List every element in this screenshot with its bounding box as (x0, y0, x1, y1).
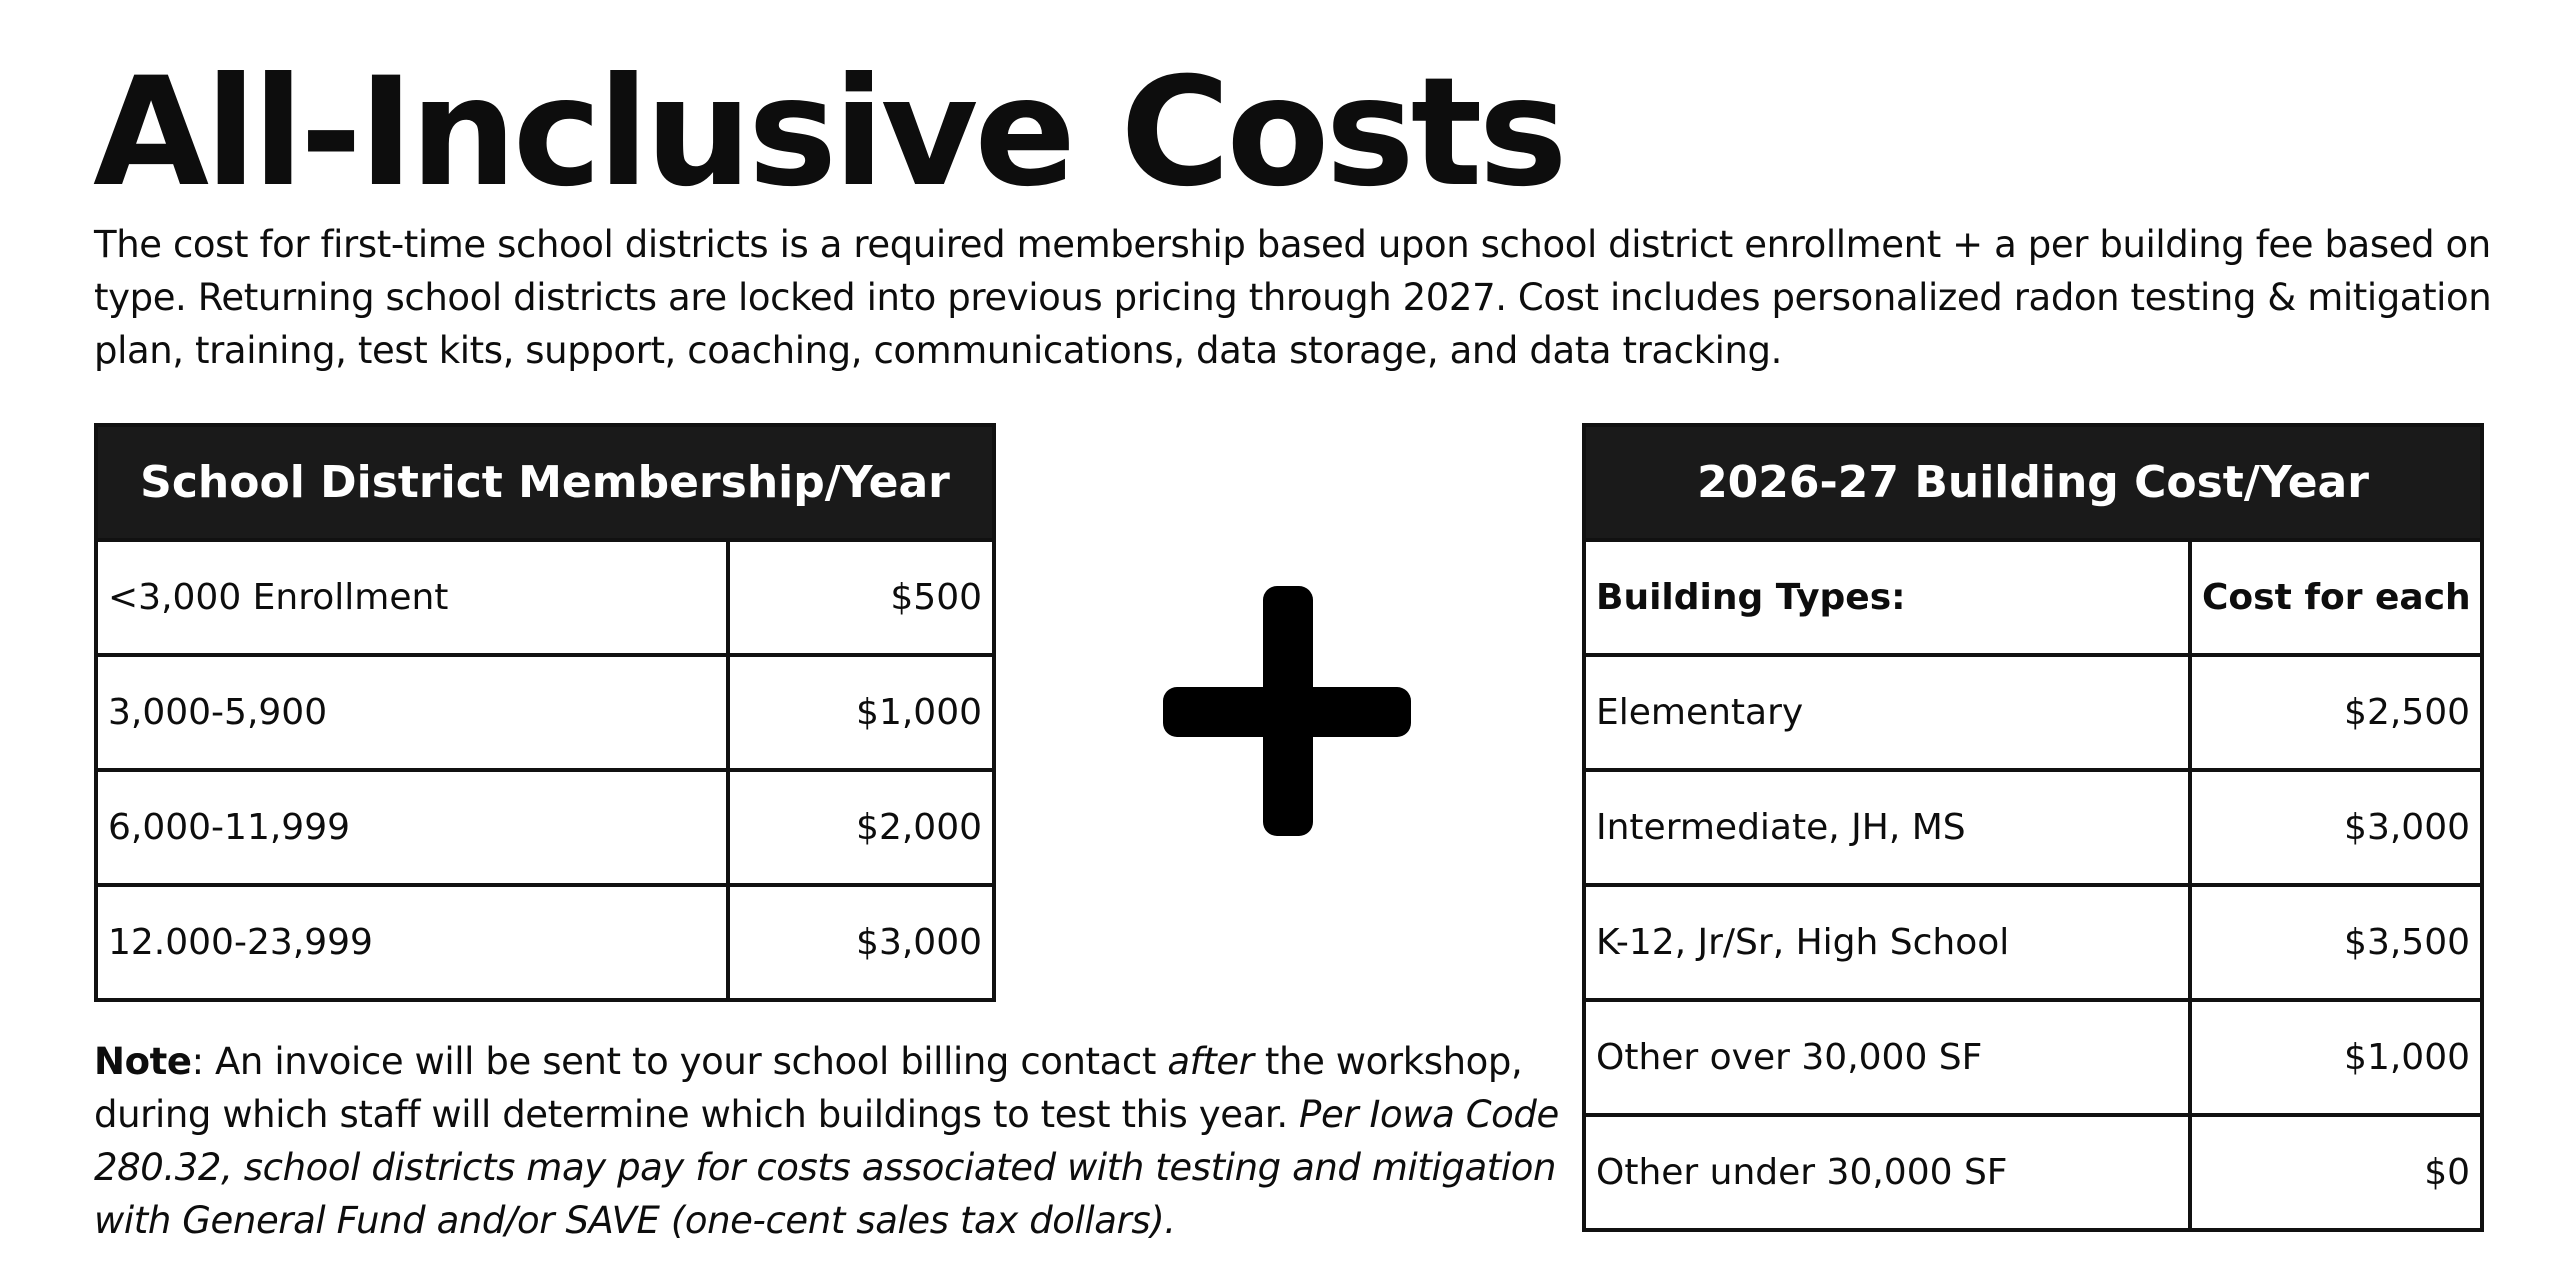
building-cost: $1,000 (2190, 1000, 2482, 1115)
building-cost: $3,500 (2190, 885, 2482, 1000)
building-cost: $0 (2190, 1115, 2482, 1230)
table-row (1584, 885, 2482, 1000)
building-type: Other over 30,000 SF (1584, 1000, 2190, 1115)
note-paragraph (94, 1035, 1564, 1247)
membership-cost: $2,000 (728, 770, 994, 885)
plus-icon (1163, 586, 1411, 836)
membership-cost: $3,000 (728, 885, 994, 1000)
building-cost: $2,500 (2190, 655, 2482, 770)
table-row (1584, 655, 2482, 770)
enrollment-range: 3,000-5,900 (96, 655, 728, 770)
iowa-code-note: Per Iowa Code 280.32, school districts may pay for costs associated with testing and mitigation with General Fund and/or SAVE (one-cent sales tax dollars). (94, 1093, 1559, 1242)
building-types-column-header: Building Types: (1584, 540, 2190, 655)
table-row (96, 770, 994, 885)
column-header-row (1584, 540, 2482, 655)
table-row (96, 540, 994, 655)
enrollment-range: 6,000-11,999 (96, 770, 728, 885)
membership-table (94, 423, 996, 1002)
building-table-header: 2026-27 Building Cost/Year (1584, 425, 2482, 540)
note-label: Note (94, 1040, 192, 1083)
page-title: All-Inclusive Costs (93, 46, 1564, 220)
membership-table-header: School District Membership/Year (96, 425, 994, 540)
enrollment-range: 12.000-23,999 (96, 885, 728, 1000)
table-row (96, 885, 994, 1000)
table-row (1584, 1000, 2482, 1115)
building-cost-table (1582, 423, 2484, 1232)
membership-cost: $500 (728, 540, 994, 655)
building-type: Elementary (1584, 655, 2190, 770)
building-type: K-12, Jr/Sr, High School (1584, 885, 2190, 1000)
building-cost: $3,000 (2190, 770, 2482, 885)
note-emphasis: after (1167, 1040, 1254, 1083)
membership-cost: $1,000 (728, 655, 994, 770)
cost-each-column-header: Cost for each (2190, 540, 2482, 655)
note-text: : An invoice will be sent to your school billing contact (191, 1040, 1168, 1083)
building-type: Other under 30,000 SF (1584, 1115, 2190, 1230)
table-row (1584, 1115, 2482, 1230)
enrollment-range: <3,000 Enrollment (96, 540, 728, 655)
intro-paragraph: The cost for first-time school districts is a required membership based upon school district enrollment + a per building fee based on type. Returning school districts are locked into previous pricing through 2027. Cost includes personalized radon testing & mitigation plan, training, test kits, support, coaching, communications, data storage, and data tracking. (94, 223, 2492, 372)
table-row (96, 655, 994, 770)
table-row (1584, 770, 2482, 885)
building-type: Intermediate, JH, MS (1584, 770, 2190, 885)
note-text: the workshop, during which staff will determine which buildings to test this year. (94, 1040, 1523, 1136)
